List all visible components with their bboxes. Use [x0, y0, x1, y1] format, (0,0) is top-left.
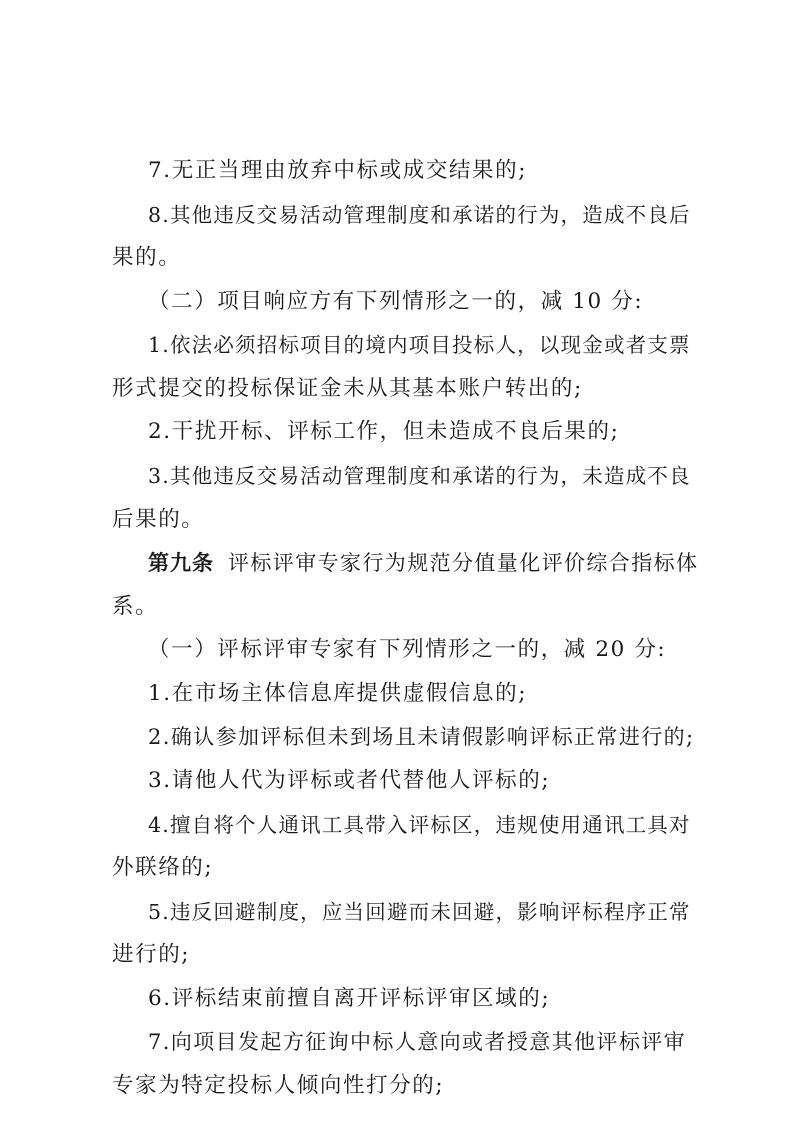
clause-8-text-line-2: 果的。 [112, 245, 182, 270]
clause-8-text-line-1: 8.其他违反交易活动管理制度和承诺的行为，造成不良后 [148, 203, 691, 227]
article-9-heading-line-2: 系。 [112, 594, 159, 619]
article-9-heading-line-1 [148, 549, 702, 577]
section-1-item-2: 2.确认参加评标但未到场且未请假影响评标正常进行的; [148, 725, 695, 749]
section-2-item-1-line-2: 形式提交的投标保证金未从其基本账户转出的; [112, 376, 583, 401]
section-1-heading: （一）评标评审专家有下列情形之一的，减 20 分: [148, 637, 667, 662]
section-2-item-3-line-1: 3.其他违反交易活动管理制度和承诺的行为，未造成不良 [148, 464, 691, 488]
section-1-item-5-line-2: 进行的; [112, 942, 191, 967]
section-1-item-6: 6.评标结束前擅自离开评标评审区域的; [148, 986, 551, 1011]
clause-7-text: 7.无正当理由放弃中标或成交结果的; [148, 158, 528, 183]
section-2-item-3-line-2: 后果的。 [112, 507, 205, 532]
section-1-item-3: 3.请他人代为评标或者代替他人评标的; [148, 768, 551, 793]
section-2-item-1-line-1: 1.依法必须招标项目的境内项目投标人，以现金或者支票 [148, 333, 691, 357]
section-1-item-7-line-2: 专家为特定投标人倾向性打分的; [112, 1073, 445, 1098]
section-1-item-4-line-1: 4.擅自将个人通讯工具带入评标区，违规使用通讯工具对 [148, 813, 691, 837]
section-1-item-5-line-1: 5.违反回避制度，应当回避而未回避，影响评标程序正常 [148, 900, 691, 924]
section-2-item-2: 2.干扰开标、评标工作，但未造成不良后果的; [148, 419, 620, 444]
section-1-item-4-line-2: 外联络的; [112, 855, 214, 880]
section-1-item-7-line-1: 7.向项目发起方征询中标人意向或者授意其他评标评审 [148, 1030, 687, 1054]
article-9-title: 评标评审专家行为规范分值量化评价综合指标体 [228, 551, 699, 575]
section-1-item-1: 1.在市场主体信息库提供虚假信息的; [148, 681, 528, 706]
section-2-heading: （二）项目响应方有下列情形之一的，减 10 分: [148, 289, 644, 314]
article-9-number: 第九条 [148, 551, 214, 575]
